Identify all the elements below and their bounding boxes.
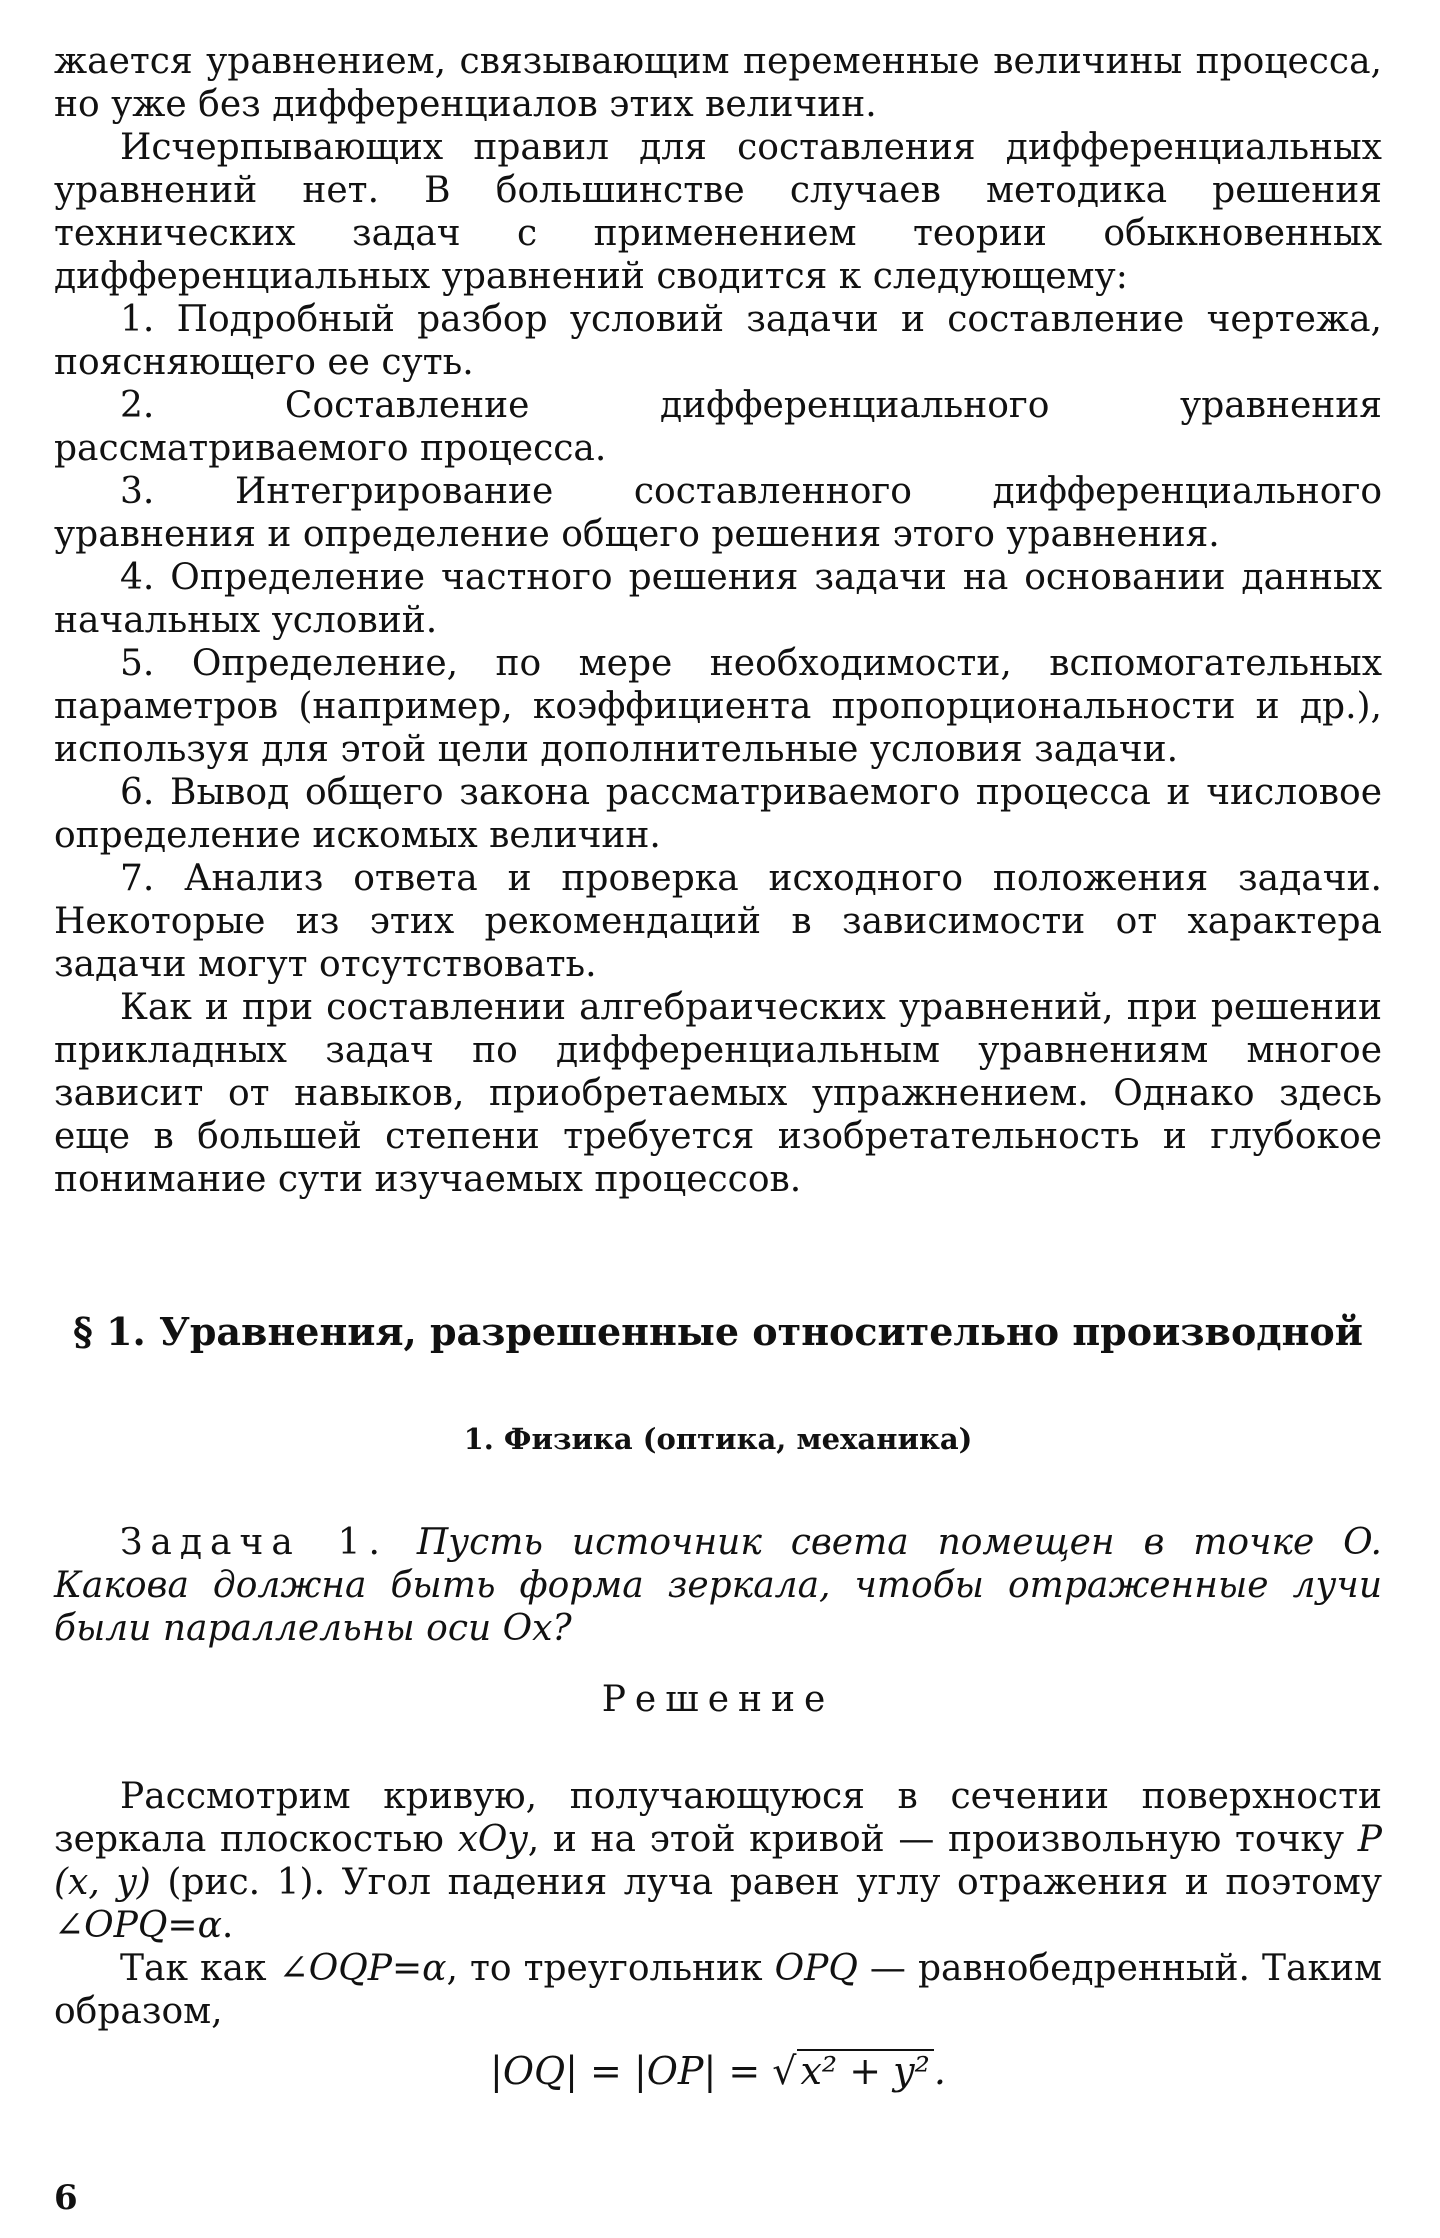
step-item: 3. Интегрирование составленного дифференциального уравнения и определение общего решения этого уравнения. xyxy=(54,471,1382,555)
task-text: Пусть источник света помещен в точке O. Какова должна быть форма зеркала, чтобы отраженные лучи были параллельны оси Ox? xyxy=(54,1522,1382,1649)
page-content xyxy=(54,40,1382,2095)
math-plane: xOy xyxy=(457,1819,528,1860)
paragraph-conclusion: Как и при составлении алгебраических уравнений, при решении прикладных задач по дифференциальным уравнениям многое зависит от навыков, приобретаемых упражнением. Однако здесь еще в большей степени требуется изобретательность и глубокое понимание сути изучаемых процессов. xyxy=(54,987,1382,1200)
solution-text: Рассмотрим кривую, получающуюся в сечении поверхности зеркала плоскостью xyxy=(54,1776,1382,1860)
paragraph-intro: жается уравнением, связывающим переменные величины процесса, но уже без дифференциалов этих величин. xyxy=(54,41,1382,125)
solution-text: Так как xyxy=(120,1948,267,1989)
subsection-title: 1. Физика (оптика, механика) xyxy=(463,1422,973,1456)
step-item: 4. Определение частного решения задачи на основании данных начальных условий. xyxy=(54,557,1382,641)
solution-text: — равнобедренный. Таким образом, xyxy=(54,1948,1382,2032)
task-statement xyxy=(54,1521,1382,1650)
paragraph-methodology: Исчерпывающих правил для составления дифференциальных уравнений нет. В большинстве случаев методика решения технических задач с применением теории обыкновенных дифференциальных уравнений сводится к следующему: xyxy=(54,127,1382,297)
formula-end: . xyxy=(933,2049,946,2093)
solution-text: , то треугольник xyxy=(446,1948,763,1989)
section-title: § 1. Уравнения, разрешенные относительно производной xyxy=(73,1309,1363,1354)
solution-title: Решение xyxy=(601,1679,835,1720)
math-angle: ∠OPQ=α xyxy=(54,1905,222,1946)
task-label: Задача 1. xyxy=(120,1522,388,1563)
solution-text: (рис. 1). Угол падения луча равен углу отражения и поэтому xyxy=(167,1862,1383,1903)
solution-paragraph-1 xyxy=(54,1775,1382,1947)
math-point: P (x, y) xyxy=(54,1819,1382,1903)
formula xyxy=(54,2047,1382,2095)
step-item: 1. Подробный разбор условий задачи и составление чертежа, поясняющего ее суть. xyxy=(54,299,1382,383)
page-number: 6 xyxy=(54,2178,78,2218)
solution-text: , и на этой кривой — произвольную точку xyxy=(527,1819,1345,1860)
step-item: 7. Анализ ответа и проверка исходного положения задачи. Некоторые из этих рекомендаций в зависимости от характера задачи могут отсутствовать. xyxy=(54,858,1382,985)
solution-paragraph-2 xyxy=(54,1947,1382,2033)
solution-text: . xyxy=(221,1905,234,1946)
formula-radicand: x² + y² xyxy=(797,2049,934,2091)
math-triangle: OPQ xyxy=(774,1948,858,1989)
step-item: 2. Составление дифференциального уравнения рассматриваемого процесса. xyxy=(54,385,1382,469)
step-item: 5. Определение, по мере необходимости, вспомогательных параметров (например, коэффициента пропорциональности и др.), используя для этой цели дополнительные условия задачи. xyxy=(54,643,1382,770)
formula-left: |OQ| = |OP| = xyxy=(490,2049,773,2093)
step-item: 6. Вывод общего закона рассматриваемого процесса и числовое определение искомых величин. xyxy=(54,772,1382,856)
math-angle: ∠OQP=α xyxy=(278,1948,447,1989)
radical-sign: √ xyxy=(772,2049,797,2093)
